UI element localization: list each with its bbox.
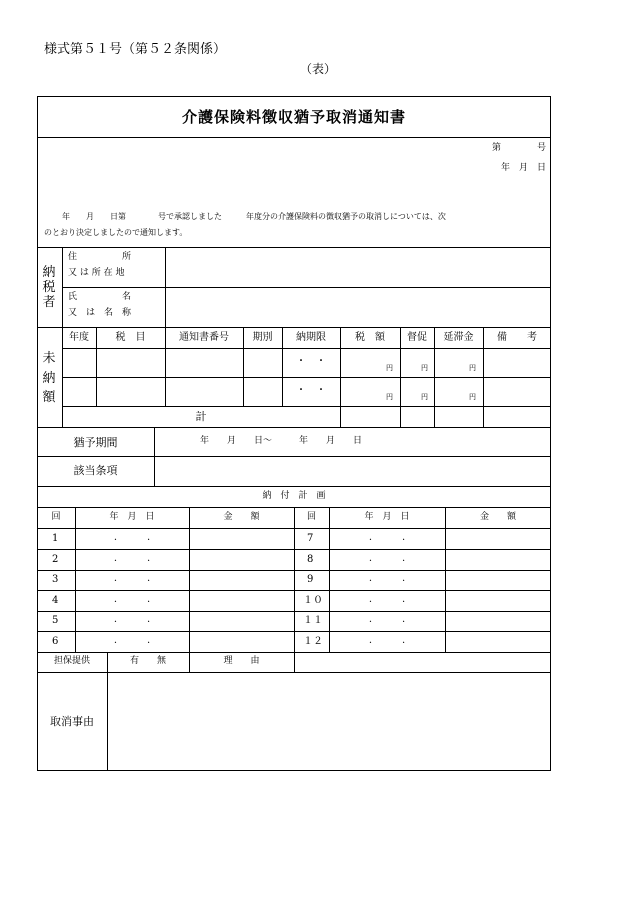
yen-unit: 円: [421, 364, 428, 372]
plan-date-dots: . .: [113, 594, 151, 605]
plan-date-dots: . .: [368, 553, 406, 564]
rule: [37, 327, 551, 328]
plan-date-dots: . .: [368, 614, 406, 625]
header-fiscal-year: 年度: [69, 332, 89, 343]
deadline-dots: ・ ・: [296, 356, 326, 367]
plan-row-number: １０: [303, 595, 323, 606]
front-side-label: （表）: [300, 62, 337, 76]
collateral-option: 有 無: [129, 656, 166, 666]
rule: [62, 348, 551, 349]
rule: [62, 287, 551, 288]
rule: [37, 137, 551, 138]
payment-plan-title: 納 付 計 画: [262, 491, 326, 501]
plan-date-dots: . .: [368, 635, 406, 646]
plan-row-number: １２: [303, 636, 323, 647]
deadline-dots: ・ ・: [296, 385, 326, 396]
unpaid-label: 未 納 額: [42, 351, 56, 405]
plan-row-number: 2: [52, 554, 59, 565]
plan-row-number: 8: [307, 554, 314, 565]
header-tax-item: 税 目: [115, 332, 146, 343]
plan-date-dots: . .: [368, 573, 406, 584]
address-label-2: 又 は 所 在 地: [68, 268, 125, 278]
plan-header-installment: 回: [306, 512, 316, 522]
plan-row-number: 5: [52, 615, 59, 626]
header-reminder: 督促: [407, 332, 427, 343]
collateral-label: 担保提供: [53, 656, 90, 666]
rule: [62, 406, 551, 407]
plan-header-date: 年 月 日: [109, 512, 155, 522]
plan-date-dots: . .: [113, 573, 151, 584]
plan-row-number: 9: [307, 574, 314, 585]
rule: [445, 507, 446, 652]
header-tax-amount: 税 額: [355, 332, 385, 343]
plan-header-installment: 回: [51, 512, 61, 522]
rule: [37, 456, 551, 457]
rule: [165, 247, 166, 327]
plan-date-dots: . .: [368, 594, 406, 605]
yen-unit: 円: [386, 393, 393, 401]
plan-row-number: 7: [307, 533, 314, 544]
applicable-article-label: 該当条項: [73, 464, 118, 477]
yen-unit: 円: [386, 364, 393, 372]
plan-date-dots: . .: [113, 635, 151, 646]
yen-unit: 円: [469, 393, 476, 401]
plan-date-dots: . .: [113, 553, 151, 564]
header-period: 期別: [252, 332, 273, 343]
rule: [62, 377, 551, 378]
plan-date-dots: . .: [113, 532, 151, 543]
grace-period-value: 年 月 日～ 年 月 日: [200, 436, 363, 446]
header-late-fee: 延滞金: [443, 332, 474, 343]
header-remarks: 備 考: [497, 332, 537, 343]
form-title: 介護保険料徴収猶予取消通知書: [181, 108, 406, 126]
notice-line-1: 年 月 日第 号で承認しました 年度分の介護保険料の徴収猶予の取消しについては、次: [62, 212, 446, 221]
plan-date-dots: . .: [368, 532, 406, 543]
plan-date-dots: . .: [113, 614, 151, 625]
form-number: 様式第５１号（第５２条関係）: [44, 42, 227, 57]
header-notice-number: 通知書番号: [179, 332, 229, 343]
plan-header-amount: 金 額: [223, 512, 260, 522]
grace-period-label: 猶予期間: [73, 436, 118, 449]
name-label-2: 又 は 名 称: [68, 308, 132, 318]
rule: [107, 652, 108, 771]
plan-header-date: 年 月 日: [364, 512, 410, 522]
rule: [294, 507, 295, 672]
collateral-reason-label: 理 由: [223, 656, 260, 666]
header-deadline: 納期限: [296, 332, 326, 343]
yen-unit: 円: [469, 364, 476, 372]
taxpayer-label: 納 税 者: [42, 265, 56, 310]
rule: [37, 486, 551, 487]
rule: [189, 507, 190, 652]
document-number: 第 号: [492, 143, 547, 153]
issue-date: 年 月 日: [501, 163, 547, 173]
notice-line-2: のとおり決定しましたので通知します。: [44, 228, 188, 237]
rule: [154, 427, 155, 486]
rule: [37, 247, 551, 248]
name-label-1: 氏 名: [68, 292, 132, 302]
rule: [37, 672, 551, 673]
plan-row-number: 3: [52, 574, 59, 585]
cancel-reason-label: 取消事由: [50, 715, 94, 728]
yen-unit: 円: [421, 393, 428, 401]
plan-header-amount: 金 額: [479, 512, 516, 522]
plan-row-number: 6: [52, 636, 59, 647]
total-label: 計: [195, 410, 207, 423]
plan-row-number: 1: [52, 533, 59, 544]
plan-row-number: 4: [52, 595, 59, 606]
address-label-1: 住 所: [68, 252, 132, 262]
rule: [37, 427, 551, 428]
plan-row-number: １１: [303, 615, 323, 626]
